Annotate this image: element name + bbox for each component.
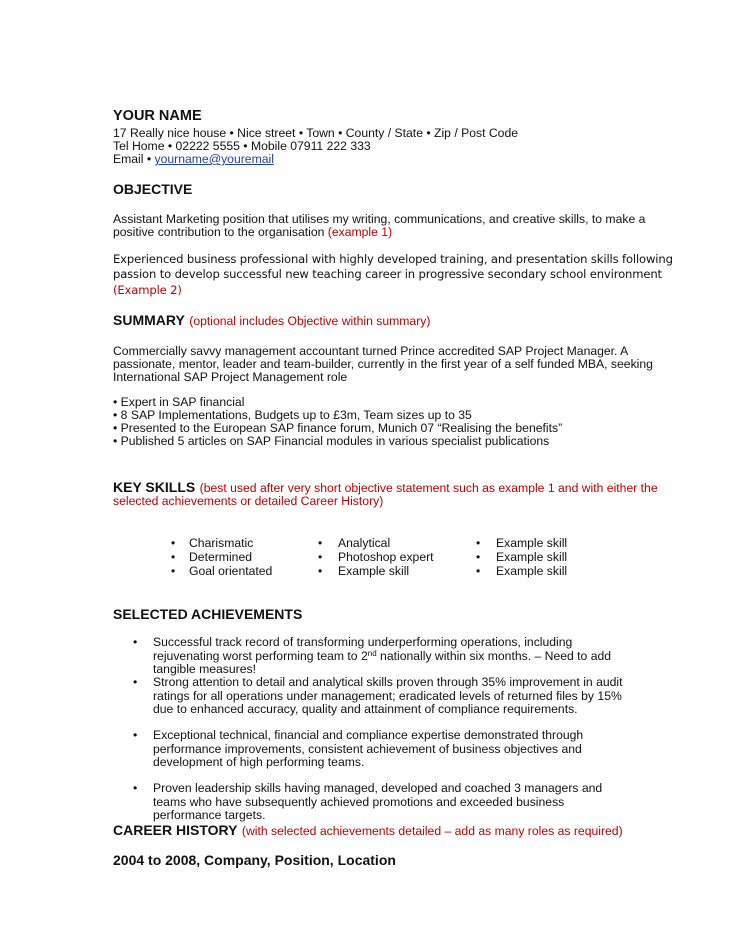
skill-bullet: •: [318, 536, 323, 550]
skill-bullet: •: [318, 550, 323, 564]
summary-bullet: • Expert in SAP financial: [113, 395, 245, 409]
summary-note: (optional includes Objective within summary): [189, 314, 431, 328]
address-line: 17 Really nice house • Nice street • Town • County / State • Zip / Post Code: [113, 126, 519, 140]
skill-item: Charismatic: [189, 536, 254, 550]
skill-item: Photoshop expert: [338, 550, 434, 564]
skill-bullet: •: [318, 564, 323, 578]
skill-item: Example skill: [338, 564, 410, 578]
job-title: 2004 to 2008, Company, Position, Location: [113, 852, 396, 868]
summary-bullet: • 8 SAP Implementations, Budgets up to £3m, Team sizes up to 35: [113, 408, 472, 422]
career-note: (with selected achievements detailed – add as many roles as required): [241, 824, 623, 838]
achievement-text: Proven leadership skills having managed, developed and coached 3 managers and teams who have subsequently achieved promotions and exceeded business performance targets.: [153, 781, 603, 822]
objective-example1-line1: Assistant Marketing position that utilises my writing, communications, and creative skills, to make a: [113, 212, 646, 226]
career-heading-row: [113, 822, 623, 840]
summary-bullet: • Published 5 articles on SAP Financial modules in various specialist publications: [113, 434, 550, 448]
skill-bullet: •: [476, 564, 481, 578]
summary-bullet: • Presented to the European SAP finance forum, Munich 07 “Realising the benefits”: [113, 421, 563, 435]
candidate-name: YOUR NAME: [113, 108, 202, 124]
achievement-text-end: nationally within six months. – Need to add tangible measures!: [153, 648, 612, 676]
achievement-bullet: •: [133, 728, 138, 742]
skill-item: Determined: [189, 550, 252, 564]
achievement-text: Strong attention to detail and analytical skills proven through 35% improvement in audit ratings for all operations under management; eradicated levels of returned files by 15% due to enhanced accuracy, quality and attainment of compliance requirements.: [153, 675, 623, 716]
phone-line: Tel Home • 02222 5555 • Mobile 07911 222 333: [113, 139, 371, 153]
skill-item: Example skill: [496, 536, 568, 550]
summary-heading: SUMMARY: [113, 312, 185, 328]
skill-item: Goal orientated: [189, 564, 273, 578]
skill-item: Example skill: [496, 550, 568, 564]
achievement-bullet: •: [133, 675, 138, 689]
summary-para-line1: Commercially savvy management accountant turned Prince accredited SAP Project Manager. A: [113, 344, 629, 358]
objective-example1-tag: (example 1): [327, 225, 393, 239]
skills-grid: [113, 536, 633, 580]
achievement-item: [133, 675, 633, 717]
skill-bullet: •: [476, 550, 481, 564]
summary-para-line2: passionate, mentor, leader and team-builder, currently in the first year of a self funded MBA, seeking: [113, 357, 653, 371]
objective-example2-tag: (Example 2): [113, 283, 182, 297]
summary-para-line3: International SAP Project Management role: [113, 370, 348, 384]
summary-heading-row: [113, 312, 430, 330]
skill-item: Example skill: [496, 564, 568, 578]
objective-example2-line2: passion to develop successful new teaching career in progressive secondary school environment: [113, 267, 662, 281]
key-skills-note-line1: (best used after very short objective statement such as example 1 and with either the: [199, 481, 658, 495]
achievement-item: [133, 635, 633, 677]
email-line: [113, 152, 274, 166]
achievement-text: Exceptional technical, financial and compliance expertise demonstrated through performance improvements, consistent achievement of business objectives and development of high performing teams.: [153, 728, 584, 769]
career-heading: CAREER HISTORY: [113, 822, 238, 838]
skill-item: Analytical: [338, 536, 391, 550]
email-link[interactable]: yourname@youremail: [154, 152, 274, 166]
achievements-heading: SELECTED ACHIEVEMENTS: [113, 606, 303, 622]
objective-heading: OBJECTIVE: [113, 181, 193, 197]
achievement-item: [133, 728, 633, 770]
objective-example1-text: positive contribution to the organisation: [113, 225, 328, 239]
achievement-item: [133, 781, 633, 823]
achievement-bullet: •: [133, 781, 138, 795]
skill-bullet: •: [171, 536, 176, 550]
ordinal-suffix: nd: [367, 648, 377, 658]
achievement-bullet: •: [133, 635, 138, 649]
key-skills-heading: KEY SKILLS: [113, 479, 196, 495]
email-prefix: Email •: [113, 152, 155, 166]
skill-bullet: •: [171, 564, 176, 578]
key-skills-note-line2: selected achievements or detailed Career History): [113, 494, 384, 508]
skill-bullet: •: [171, 550, 176, 564]
achievement-text: Successful track record of transforming underperforming operations, including rejuvenating worst performing team to 2: [153, 635, 573, 663]
skill-bullet: •: [476, 536, 481, 550]
objective-example1-line2: [113, 225, 392, 239]
objective-example2-line1: Experienced business professional with highly developed training, and presentation skills following: [113, 252, 673, 266]
